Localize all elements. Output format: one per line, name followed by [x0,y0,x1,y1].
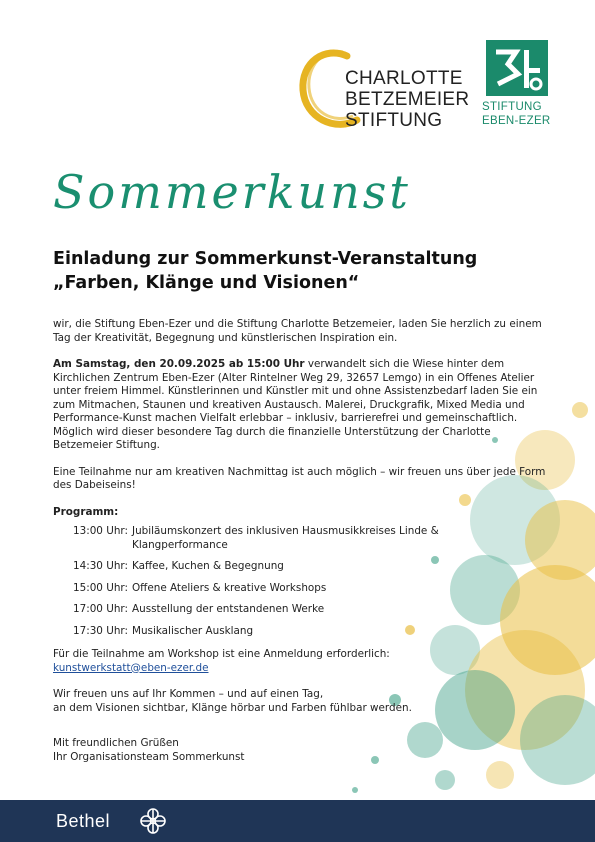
heading-line-1: Einladung zur Sommerkunst-Veranstaltung [53,249,478,269]
program-time: 13:00 Uhr: [72,525,128,537]
heading-line-2: „Farben, Klänge und Visionen“ [53,273,360,293]
details-paragraph [53,358,553,453]
details-text: verwandelt sich die Wiese hinter dem Kirchlichen Zentrum Eben-Ezer (Alter Rintelner Weg 29, 32657 Lemgo) in ein Offenes Atelier unter freiem Himmel. Künstlerinnen und Künstler mit und ohne Assistenzbedarf laden Sie ein zum Mitmachen, Staunen und kreativen Austausch. Malerei, Druckgrafik, Mixed Media und Performance-Kunst machen Vielfalt erlebbar – inklusiv, barrierefrei und gemeinschaftlich. Möglich wird dieser besondere Tag durch die finanzielle Unterstützung der Charlotte Betzemeier Stiftung. [53,358,538,451]
program-desc: Offene Ateliers & kreative Workshops [132,581,327,594]
ee-line-2: EBEN-EZER [482,115,551,127]
program-time: 14:30 Uhr: [72,560,128,572]
program-time: 15:00 Uhr: [72,581,128,594]
event-heading [53,247,553,295]
closing-line-1: Wir freuen uns auf Ihr Kommen – und auf einen Tag, [53,688,324,700]
charlotte-betzemeier-logo [295,42,470,137]
eben-ezer-emblem-icon [486,40,548,96]
program-desc: Jubiläumskonzert des inklusiven Hausmusikkreises Linde & Klangperformance [132,525,439,551]
eben-ezer-logo [480,40,560,135]
program-title: Programm: [53,505,119,518]
letter-body [53,318,553,777]
intro-paragraph: wir, die Stiftung Eben-Ezer und die Stiftung Charlotte Betzemeier, laden Sie herzlich zu einem Tag der Kreativität, Begegnung und künstlerischen Inspiration ein. [53,318,542,344]
program-time: 17:30 Uhr: [72,624,128,637]
participation-paragraph: Eine Teilnahme nur am kreativen Nachmittag ist auch möglich – wir freuen uns über jede Form des Dabeiseins! [53,465,546,491]
registration-text: Für die Teilnahme am Workshop ist eine Anmeldung erforderlich: [53,648,390,660]
date-time-bold: Am Samstag, den 20.09.2025 ab 15:00 Uhr [53,358,305,370]
program-desc: Musikalischer Ausklang [132,624,254,637]
bethel-cross-icon [138,807,168,835]
bethel-wordmark: Bethel [56,811,111,831]
ee-line-1: STIFTUNG [482,101,542,113]
page-title: Sommerkunst [53,165,411,219]
program-item [53,603,553,617]
registration-paragraph [53,648,553,675]
program-item [53,582,553,596]
signature [53,737,553,764]
program-item [53,560,553,574]
logo-line-1: CHARLOTTE [345,68,463,89]
program-item [53,525,553,552]
program-time: 17:00 Uhr: [72,603,128,615]
closing-paragraph [53,688,553,715]
footer-bar [0,800,595,842]
email-link[interactable]: kunstwerkstatt@eben-ezer.de [53,661,209,674]
signature-line-1: Mit freundlichen Grüßen [53,737,179,749]
program-item [53,625,553,639]
closing-line-2: an dem Visionen sichtbar, Klänge hörbar und Farben fühlbar werden. [53,701,412,714]
logo-line-2: BETZEMEIER [345,89,470,110]
program-section [53,506,553,639]
program-desc: Ausstellung der entstandenen Werke [132,603,325,615]
signature-line-2: Ihr Organisationsteam Sommerkunst [53,750,245,763]
program-desc: Kaffee, Kuchen & Begegnung [132,560,284,572]
logo-line-3: STIFTUNG [345,110,443,131]
